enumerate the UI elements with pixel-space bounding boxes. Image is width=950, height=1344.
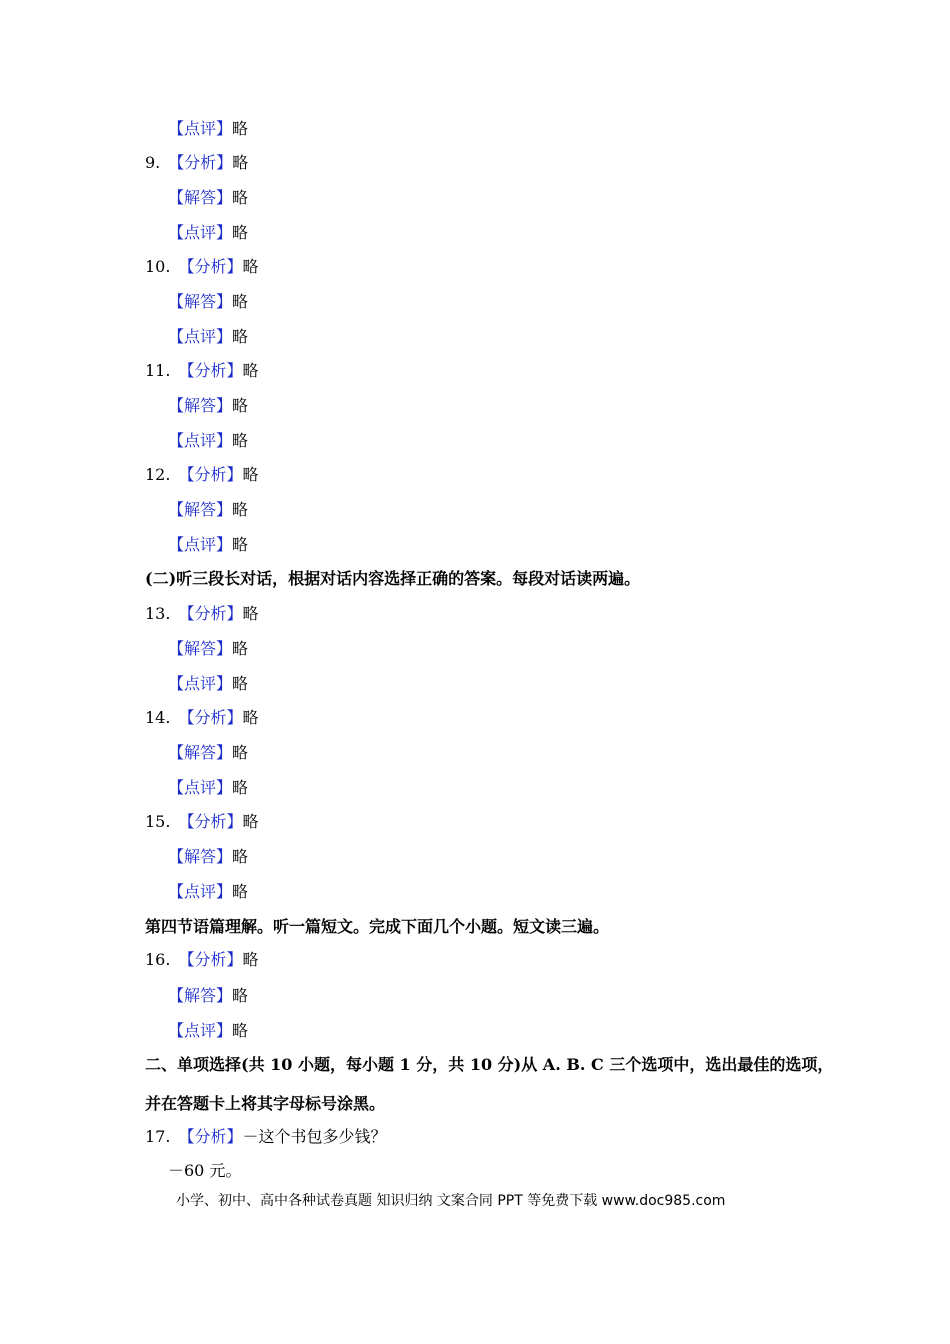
answer-entry xyxy=(168,292,248,312)
entry-text: 略 xyxy=(242,257,259,276)
entry-text: 略 xyxy=(232,986,249,1005)
answer-entry xyxy=(145,465,258,485)
answer-entry xyxy=(145,604,258,624)
answer-entry xyxy=(145,812,258,832)
section-tag: 【点评】 xyxy=(168,674,233,693)
answer-entry xyxy=(168,986,248,1006)
entry-text: 略 xyxy=(232,500,249,519)
section-tag: 【分析】 xyxy=(178,950,243,969)
section-heading: 第四节语篇理解。听一篇短文。完成下面几个小题。短文读三遍。 xyxy=(145,917,610,936)
entry-text: 略 xyxy=(242,812,259,831)
section-tag: 【分析】 xyxy=(178,465,243,484)
answer-entry xyxy=(168,119,248,139)
answer-entry xyxy=(168,743,248,763)
section-tag: 【分析】 xyxy=(178,257,243,276)
answer-entry xyxy=(168,431,248,451)
question-number: 10. xyxy=(145,257,171,276)
entry-text: －这个书包多少钱？ xyxy=(242,1127,387,1146)
answer-line: －60 元。 xyxy=(168,1161,242,1180)
section-tag: 【解答】 xyxy=(168,847,233,866)
section-tag: 【点评】 xyxy=(168,1021,233,1040)
page-footer: 小学、初中、高中各种试卷真题 知识归纳 文案合同 PPT 等免费下载 www.doc985.com xyxy=(176,1193,726,1209)
section-tag: 【解答】 xyxy=(168,986,233,1005)
section-tag: 【点评】 xyxy=(168,535,233,554)
entry-text: 略 xyxy=(232,396,249,415)
answer-entry xyxy=(168,639,248,659)
answer-entry xyxy=(168,535,248,555)
section-tag: 【点评】 xyxy=(168,119,233,138)
entry-text: 略 xyxy=(232,743,249,762)
entry-text: 略 xyxy=(232,119,249,138)
section-tag: 【解答】 xyxy=(168,188,233,207)
answer-entry xyxy=(168,847,248,867)
answer-entry xyxy=(145,950,258,970)
question-number: 14. xyxy=(145,708,171,727)
section-tag: 【解答】 xyxy=(168,500,233,519)
section-heading: 并在答题卡上将其字母标号涂黑。 xyxy=(145,1094,386,1113)
entry-text: 略 xyxy=(242,465,259,484)
entry-text: 略 xyxy=(232,223,249,242)
entry-text: 略 xyxy=(242,708,259,727)
section-heading: (二)听三段长对话，根据对话内容选择正确的答案。每段对话读两遍。 xyxy=(145,569,641,588)
answer-entry xyxy=(168,223,248,243)
section-tag: 【分析】 xyxy=(178,812,243,831)
answer-entry xyxy=(145,708,258,728)
answer-entry xyxy=(168,327,248,347)
entry-text: 略 xyxy=(242,950,259,969)
answer-entry xyxy=(168,396,248,416)
entry-text: 略 xyxy=(232,778,249,797)
question-number: 16. xyxy=(145,950,171,969)
question-number: 12. xyxy=(145,465,171,484)
entry-text: 略 xyxy=(232,674,249,693)
section-tag: 【解答】 xyxy=(168,292,233,311)
section-tag: 【分析】 xyxy=(168,153,233,172)
question-number: 9. xyxy=(145,153,161,172)
entry-text: 略 xyxy=(232,882,249,901)
entry-text: 略 xyxy=(232,639,249,658)
section-tag: 【点评】 xyxy=(168,223,233,242)
question-17 xyxy=(145,1127,386,1147)
section-tag: 【点评】 xyxy=(168,431,233,450)
section-tag: 【解答】 xyxy=(168,743,233,762)
section-tag: 【分析】 xyxy=(178,708,243,727)
entry-text: 略 xyxy=(232,847,249,866)
answer-entry xyxy=(145,361,258,381)
answer-entry xyxy=(168,1021,248,1041)
section-tag: 【解答】 xyxy=(168,396,233,415)
entry-text: 略 xyxy=(242,604,259,623)
question-number: 15. xyxy=(145,812,171,831)
question-number: 17. xyxy=(145,1127,171,1146)
section-tag: 【分析】 xyxy=(178,1127,243,1146)
entry-text: 略 xyxy=(232,431,249,450)
question-number: 13. xyxy=(145,604,171,623)
entry-text: 略 xyxy=(232,153,249,172)
answer-entry xyxy=(168,674,248,694)
entry-text: 略 xyxy=(242,361,259,380)
entry-text: 略 xyxy=(232,1021,249,1040)
entry-text: 略 xyxy=(232,535,249,554)
question-number: 11. xyxy=(145,361,171,380)
answer-entry xyxy=(145,153,248,173)
section-tag: 【点评】 xyxy=(168,882,233,901)
section-heading: 二、单项选择(共 10 小题，每小题 1 分，共 10 分)从 A. B. C 三个选项中，选出最佳的选项， xyxy=(145,1055,834,1074)
answer-entry xyxy=(168,500,248,520)
section-tag: 【解答】 xyxy=(168,639,233,658)
section-tag: 【分析】 xyxy=(178,604,243,623)
answer-entry xyxy=(168,778,248,798)
answer-entry xyxy=(168,188,248,208)
section-tag: 【分析】 xyxy=(178,361,243,380)
entry-text: 略 xyxy=(232,327,249,346)
answer-entry xyxy=(145,257,258,277)
section-tag: 【点评】 xyxy=(168,778,233,797)
entry-text: 略 xyxy=(232,188,249,207)
section-tag: 【点评】 xyxy=(168,327,233,346)
answer-entry xyxy=(168,882,248,902)
entry-text: 略 xyxy=(232,292,249,311)
